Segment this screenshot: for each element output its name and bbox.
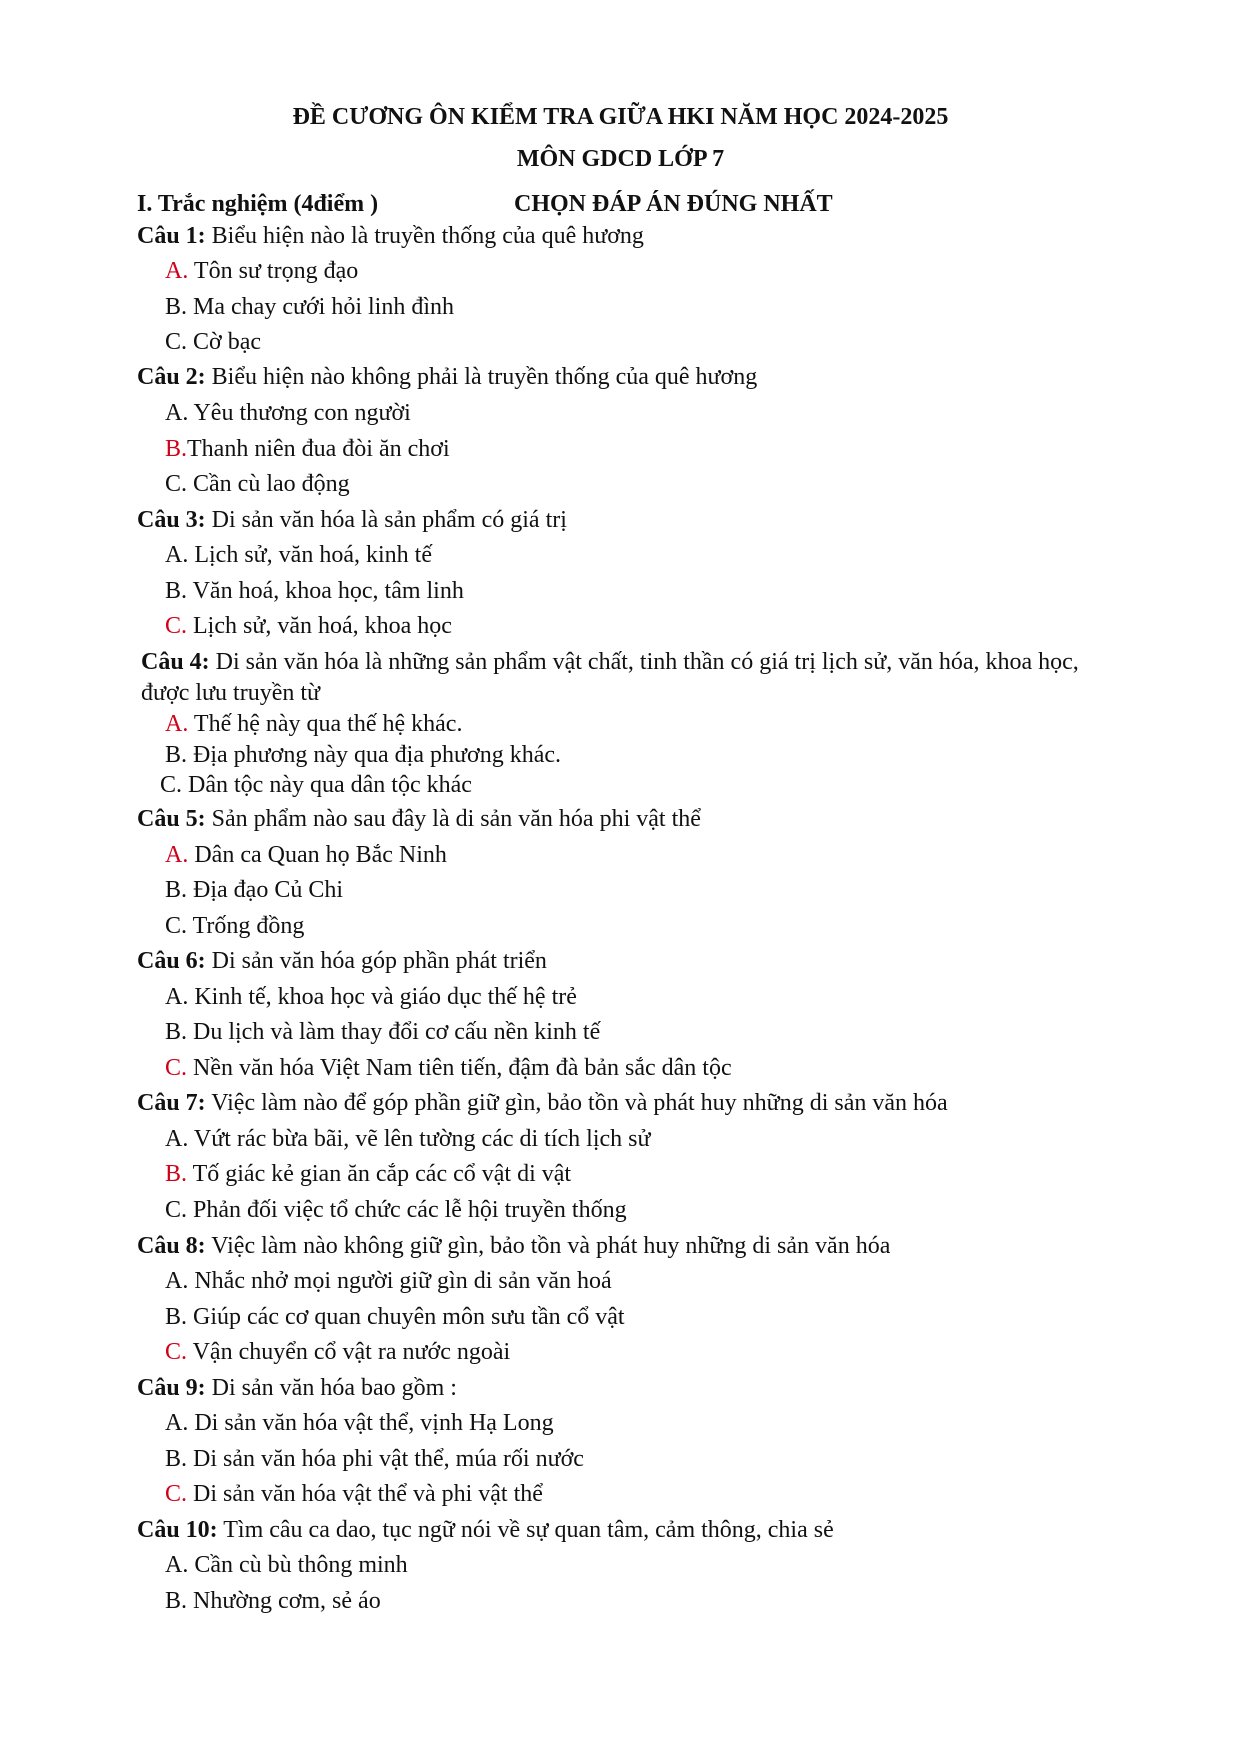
- question-4: [141, 647, 1121, 709]
- option-10a: [165, 1550, 408, 1580]
- option-letter: C.: [165, 613, 188, 639]
- document-title: ĐỀ CƯƠNG ÔN KIỂM TRA GIỮA HKI NĂM HỌC 2024-2025: [292, 104, 949, 130]
- question-3: [137, 505, 567, 535]
- question-10: [137, 1515, 834, 1545]
- option-7b: [165, 1159, 571, 1189]
- question-text: Tìm câu ca dao, tục ngữ nói về sự quan tâm, cảm thông, chia sẻ: [217, 1517, 834, 1543]
- option-letter: A.: [165, 1410, 189, 1436]
- option-text: Tố giác kẻ gian ăn cắp các cổ vật di vật: [187, 1161, 572, 1187]
- option-text: Cờ bạc: [187, 329, 262, 355]
- option-text: Thế hệ này qua thế hệ khác.: [188, 711, 463, 737]
- question-label: Câu 2:: [137, 364, 206, 390]
- option-7c: [165, 1195, 627, 1225]
- option-8a: [165, 1266, 612, 1296]
- option-1c: [165, 327, 261, 357]
- section-title: I. Trắc nghiệm (4điểm ): [137, 191, 379, 217]
- option-6a: [165, 982, 577, 1012]
- option-text: Địa phương này qua địa phương khác.: [187, 742, 561, 768]
- question-6: [137, 946, 547, 976]
- option-text: Cần cù bù thông minh: [188, 1552, 408, 1578]
- question-7: [137, 1088, 948, 1118]
- option-text: Địa đạo Củ Chi: [187, 877, 344, 903]
- option-text: Nền văn hóa Việt Nam tiên tiến, đậm đà bản sắc dân tộc: [187, 1055, 732, 1081]
- question-label: Câu 1:: [137, 223, 206, 249]
- option-letter: A.: [165, 842, 189, 868]
- option-letter: C.: [165, 913, 188, 939]
- option-9b: [165, 1444, 584, 1474]
- option-6b: [165, 1017, 600, 1047]
- option-letter: A.: [165, 711, 189, 737]
- option-letter: B.: [165, 1161, 188, 1187]
- option-text: Du lịch và làm thay đổi cơ cấu nền kinh tế: [187, 1019, 601, 1045]
- option-2c: [165, 469, 350, 499]
- option-4a: [165, 709, 462, 739]
- question-2: [137, 362, 757, 392]
- question-text: Di sản văn hóa bao gồm :: [205, 1375, 457, 1401]
- question-text: Di sản văn hóa là những sản phẩm vật chất, tinh thần có giá trị lịch sử, văn hóa, khoa học, được lưu truyền từ: [141, 649, 1079, 706]
- option-letter: B.: [165, 294, 188, 320]
- option-letter: A.: [165, 258, 189, 284]
- question-9: [137, 1373, 457, 1403]
- option-letter: A.: [165, 1126, 189, 1152]
- option-letter: C.: [165, 1339, 188, 1365]
- option-text: Cần cù lao động: [187, 471, 350, 497]
- option-letter: A.: [165, 984, 189, 1010]
- question-label: Câu 3:: [137, 507, 206, 533]
- option-letter: A.: [165, 1268, 189, 1294]
- option-letter: C.: [165, 1055, 188, 1081]
- option-8b: [165, 1302, 625, 1332]
- option-8c: [165, 1337, 510, 1367]
- question-1: [137, 221, 644, 251]
- option-2a: [165, 398, 411, 428]
- option-text: Kinh tế, khoa học và giáo dục thế hệ trẻ: [188, 984, 577, 1010]
- question-text: Di sản văn hóa là sản phẩm có giá trị: [205, 507, 567, 533]
- option-text: Di sản văn hóa vật thể và phi vật thể: [187, 1481, 543, 1507]
- option-3b: [165, 576, 464, 606]
- option-text: Yêu thương con người: [188, 400, 411, 426]
- option-letter: C.: [165, 1481, 188, 1507]
- option-text: Lịch sử, văn hoá, khoa học: [187, 613, 452, 639]
- question-label: Câu 5:: [137, 806, 206, 832]
- question-text: Biểu hiện nào không phải là truyền thống của quê hương: [205, 364, 758, 390]
- option-text: Thanh niên đua đòi ăn chơi: [187, 436, 450, 462]
- option-text: Nhắc nhở mọi người giữ gìn di sản văn hoá: [188, 1268, 612, 1294]
- option-text: Dân ca Quan họ Bắc Ninh: [188, 842, 447, 868]
- question-label: Câu 8:: [137, 1233, 206, 1259]
- question-text: Di sản văn hóa góp phần phát triển: [205, 948, 547, 974]
- question-text: Sản phẩm nào sau đây là di sản văn hóa phi vật thể: [205, 806, 701, 832]
- option-text: Nhường cơm, sẻ áo: [187, 1588, 381, 1614]
- option-4b: [165, 740, 561, 770]
- option-3c: [165, 611, 452, 641]
- option-letter: A.: [165, 1552, 189, 1578]
- option-text: Vận chuyển cổ vật ra nước ngoài: [187, 1339, 511, 1365]
- option-text: Giúp các cơ quan chuyên môn sưu tần cổ vật: [187, 1304, 625, 1330]
- option-letter: A.: [165, 400, 189, 426]
- option-text: Ma chay cưới hỏi linh đình: [187, 294, 455, 320]
- option-3a: [165, 540, 432, 570]
- option-text: Văn hoá, khoa học, tâm linh: [187, 578, 464, 604]
- option-letter: B.: [165, 578, 188, 604]
- option-letter: C.: [165, 1197, 188, 1223]
- option-letter: B.: [165, 742, 188, 768]
- question-text: Việc làm nào để góp phần giữ gìn, bảo tồn và phát huy những di sản văn hóa: [205, 1090, 948, 1116]
- document-subtitle: MÔN GDCD LỚP 7: [516, 146, 725, 172]
- section-heading: [137, 191, 833, 218]
- section-instruction: CHỌN ĐÁP ÁN ĐÚNG NHẤT: [514, 191, 833, 217]
- question-5: [137, 804, 701, 834]
- question-label: Câu 6:: [137, 948, 206, 974]
- option-5a: [165, 840, 447, 870]
- option-10b: [165, 1586, 381, 1616]
- option-1b: [165, 292, 454, 322]
- question-label: Câu 9:: [137, 1375, 206, 1401]
- option-letter: B.: [165, 1019, 188, 1045]
- option-letter: C.: [165, 329, 188, 355]
- option-text: Trống đồng: [187, 913, 305, 939]
- option-letter: C.: [160, 772, 183, 798]
- question-8: [137, 1231, 890, 1261]
- question-label: Câu 4:: [141, 649, 210, 675]
- option-letter: B.: [165, 1446, 188, 1472]
- question-text: Việc làm nào không giữ gìn, bảo tồn và phát huy những di sản văn hóa: [205, 1233, 891, 1259]
- option-text: Di sản văn hóa phi vật thể, múa rối nước: [187, 1446, 584, 1472]
- option-5b: [165, 875, 343, 905]
- question-label: Câu 10:: [137, 1517, 218, 1543]
- option-letter: B.: [165, 1304, 188, 1330]
- option-9c: [165, 1479, 543, 1509]
- option-letter: B.: [165, 1588, 188, 1614]
- option-text: Di sản văn hóa vật thể, vịnh Hạ Long: [188, 1410, 554, 1436]
- option-6c: [165, 1053, 732, 1083]
- option-letter: A.: [165, 542, 189, 568]
- option-4c: [160, 770, 472, 800]
- option-letter: C.: [165, 471, 188, 497]
- option-text: Phản đối việc tổ chức các lễ hội truyền thống: [187, 1197, 627, 1223]
- option-letter: B.: [165, 436, 188, 462]
- question-text: Biểu hiện nào là truyền thống của quê hương: [205, 223, 644, 249]
- question-label: Câu 7:: [137, 1090, 206, 1116]
- option-5c: [165, 911, 304, 941]
- option-text: Dân tộc này qua dân tộc khác: [182, 772, 472, 798]
- option-text: Tôn sư trọng đạo: [188, 258, 359, 284]
- option-text: Lịch sử, văn hoá, kinh tế: [188, 542, 432, 568]
- option-letter: B.: [165, 877, 188, 903]
- option-1a: [165, 256, 358, 286]
- option-7a: [165, 1124, 650, 1154]
- option-2b: [165, 434, 450, 464]
- option-text: Vứt rác bừa bãi, vẽ lên tường các di tích lịch sử: [188, 1126, 651, 1152]
- option-9a: [165, 1408, 554, 1438]
